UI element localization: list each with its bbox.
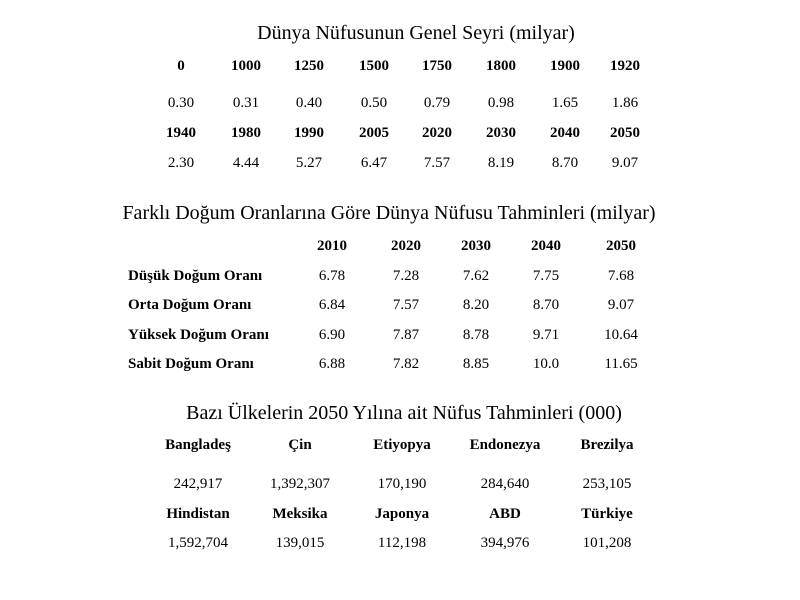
year-cell: 2050 xyxy=(610,125,640,141)
country-name: Etiyopya xyxy=(373,437,431,453)
value-cell: 0.40 xyxy=(295,95,323,111)
year-cell: 1800 xyxy=(486,58,516,74)
population-value: 284,640 xyxy=(480,476,530,492)
year-cell: 1250 xyxy=(294,58,324,74)
country-name: Çin xyxy=(288,437,312,453)
row-label: Düşük Doğum Oranı xyxy=(128,268,263,284)
country-name: Hindistan xyxy=(166,506,230,522)
projection-row-medium xyxy=(0,297,800,321)
value-cell: 7.62 xyxy=(462,268,490,284)
value-cell: 1.86 xyxy=(611,95,639,111)
countries-row-1 xyxy=(0,437,800,461)
year-cell: 1900 xyxy=(550,58,580,74)
value-cell: 6.47 xyxy=(360,155,388,171)
value-cell: 4.44 xyxy=(232,155,260,171)
value-cell: 6.88 xyxy=(318,356,346,372)
value-cell: 9.07 xyxy=(611,155,639,171)
value-cell: 7.57 xyxy=(392,297,420,313)
birth-rate-projection-title: Farklı Doğum Oranlarına Göre Dünya Nüfusu Tahminleri (milyar) xyxy=(122,202,656,224)
countries-row-2 xyxy=(0,506,800,530)
value-cell: 9.07 xyxy=(607,297,635,313)
value-cell: 5.27 xyxy=(295,155,323,171)
population-value: 112,198 xyxy=(377,535,427,551)
value-cell: 11.65 xyxy=(604,356,638,372)
country-name: Endonezya xyxy=(469,437,541,453)
header-year-cell: 2030 xyxy=(461,238,491,254)
year-cell: 1750 xyxy=(422,58,452,74)
values-row-1 xyxy=(0,95,800,119)
header-year-cell: 2010 xyxy=(317,238,347,254)
country-name: Meksika xyxy=(272,506,328,522)
value-cell: 6.78 xyxy=(318,268,346,284)
value-cell: 8.20 xyxy=(462,297,490,313)
value-cell: 7.57 xyxy=(423,155,451,171)
projection-row-low xyxy=(0,268,800,292)
years-row-2 xyxy=(0,125,800,149)
header-year-cell: 2020 xyxy=(391,238,421,254)
country-projection-title: Bazı Ülkelerin 2050 Yılına ait Nüfus Tahminleri (000) xyxy=(186,402,622,424)
values-row-2 xyxy=(0,155,800,179)
value-cell: 6.90 xyxy=(318,327,346,343)
population-value: 1,592,704 xyxy=(168,535,228,551)
value-cell: 7.68 xyxy=(607,268,635,284)
value-cell: 8.70 xyxy=(551,155,579,171)
country-name: Brezilya xyxy=(580,437,634,453)
value-cell: 8.85 xyxy=(462,356,490,372)
value-cell: 7.75 xyxy=(532,268,560,284)
population-value: 242,917 xyxy=(173,476,223,492)
value-cell: 8.19 xyxy=(487,155,515,171)
year-cell: 2005 xyxy=(359,125,389,141)
value-cell: 0.50 xyxy=(360,95,388,111)
header-year-cell: 2040 xyxy=(531,238,561,254)
year-cell: 2020 xyxy=(422,125,452,141)
value-cell: 7.82 xyxy=(392,356,420,372)
value-cell: 1.65 xyxy=(551,95,579,111)
row-label: Yüksek Doğum Oranı xyxy=(128,327,269,343)
projection-row-constant xyxy=(0,356,800,380)
population-value: 170,190 xyxy=(377,476,427,492)
value-cell: 10.64 xyxy=(604,327,638,343)
year-cell: 1000 xyxy=(231,58,261,74)
header-year-cell: 2050 xyxy=(606,238,636,254)
year-cell: 2030 xyxy=(486,125,516,141)
row-label: Sabit Doğum Oranı xyxy=(128,356,254,372)
value-cell: 10.0 xyxy=(532,356,560,372)
value-cell: 0.31 xyxy=(232,95,260,111)
year-cell: 1980 xyxy=(231,125,261,141)
row-label: Orta Doğum Oranı xyxy=(128,297,252,313)
population-value: 1,392,307 xyxy=(270,476,330,492)
value-cell: 7.28 xyxy=(392,268,420,284)
projection-header-row xyxy=(0,238,800,262)
country-name: ABD xyxy=(489,506,521,522)
value-cell: 8.70 xyxy=(532,297,560,313)
year-cell: 2040 xyxy=(550,125,580,141)
projection-row-high xyxy=(0,327,800,351)
population-value: 101,208 xyxy=(582,535,632,551)
value-cell: 0.30 xyxy=(167,95,195,111)
population-value: 394,976 xyxy=(480,535,530,551)
value-cell: 0.79 xyxy=(423,95,451,111)
year-cell: 1990 xyxy=(294,125,324,141)
year-cell: 1500 xyxy=(359,58,389,74)
years-row-1 xyxy=(0,58,800,82)
year-cell: 0 xyxy=(177,58,185,74)
world-population-title: Dünya Nüfusunun Genel Seyri (milyar) xyxy=(257,22,575,44)
year-cell: 1920 xyxy=(610,58,640,74)
value-cell: 2.30 xyxy=(167,155,195,171)
value-cell: 6.84 xyxy=(318,297,346,313)
country-name: Japonya xyxy=(374,506,430,522)
population-value: 253,105 xyxy=(582,476,632,492)
country-values-row-1 xyxy=(0,476,800,500)
population-value: 139,015 xyxy=(275,535,325,551)
country-values-row-2 xyxy=(0,535,800,559)
value-cell: 9.71 xyxy=(532,327,560,343)
value-cell: 7.87 xyxy=(392,327,420,343)
value-cell: 8.78 xyxy=(462,327,490,343)
value-cell: 0.98 xyxy=(487,95,515,111)
country-name: Bangladeş xyxy=(165,437,231,453)
country-name: Türkiye xyxy=(581,506,633,522)
year-cell: 1940 xyxy=(166,125,196,141)
